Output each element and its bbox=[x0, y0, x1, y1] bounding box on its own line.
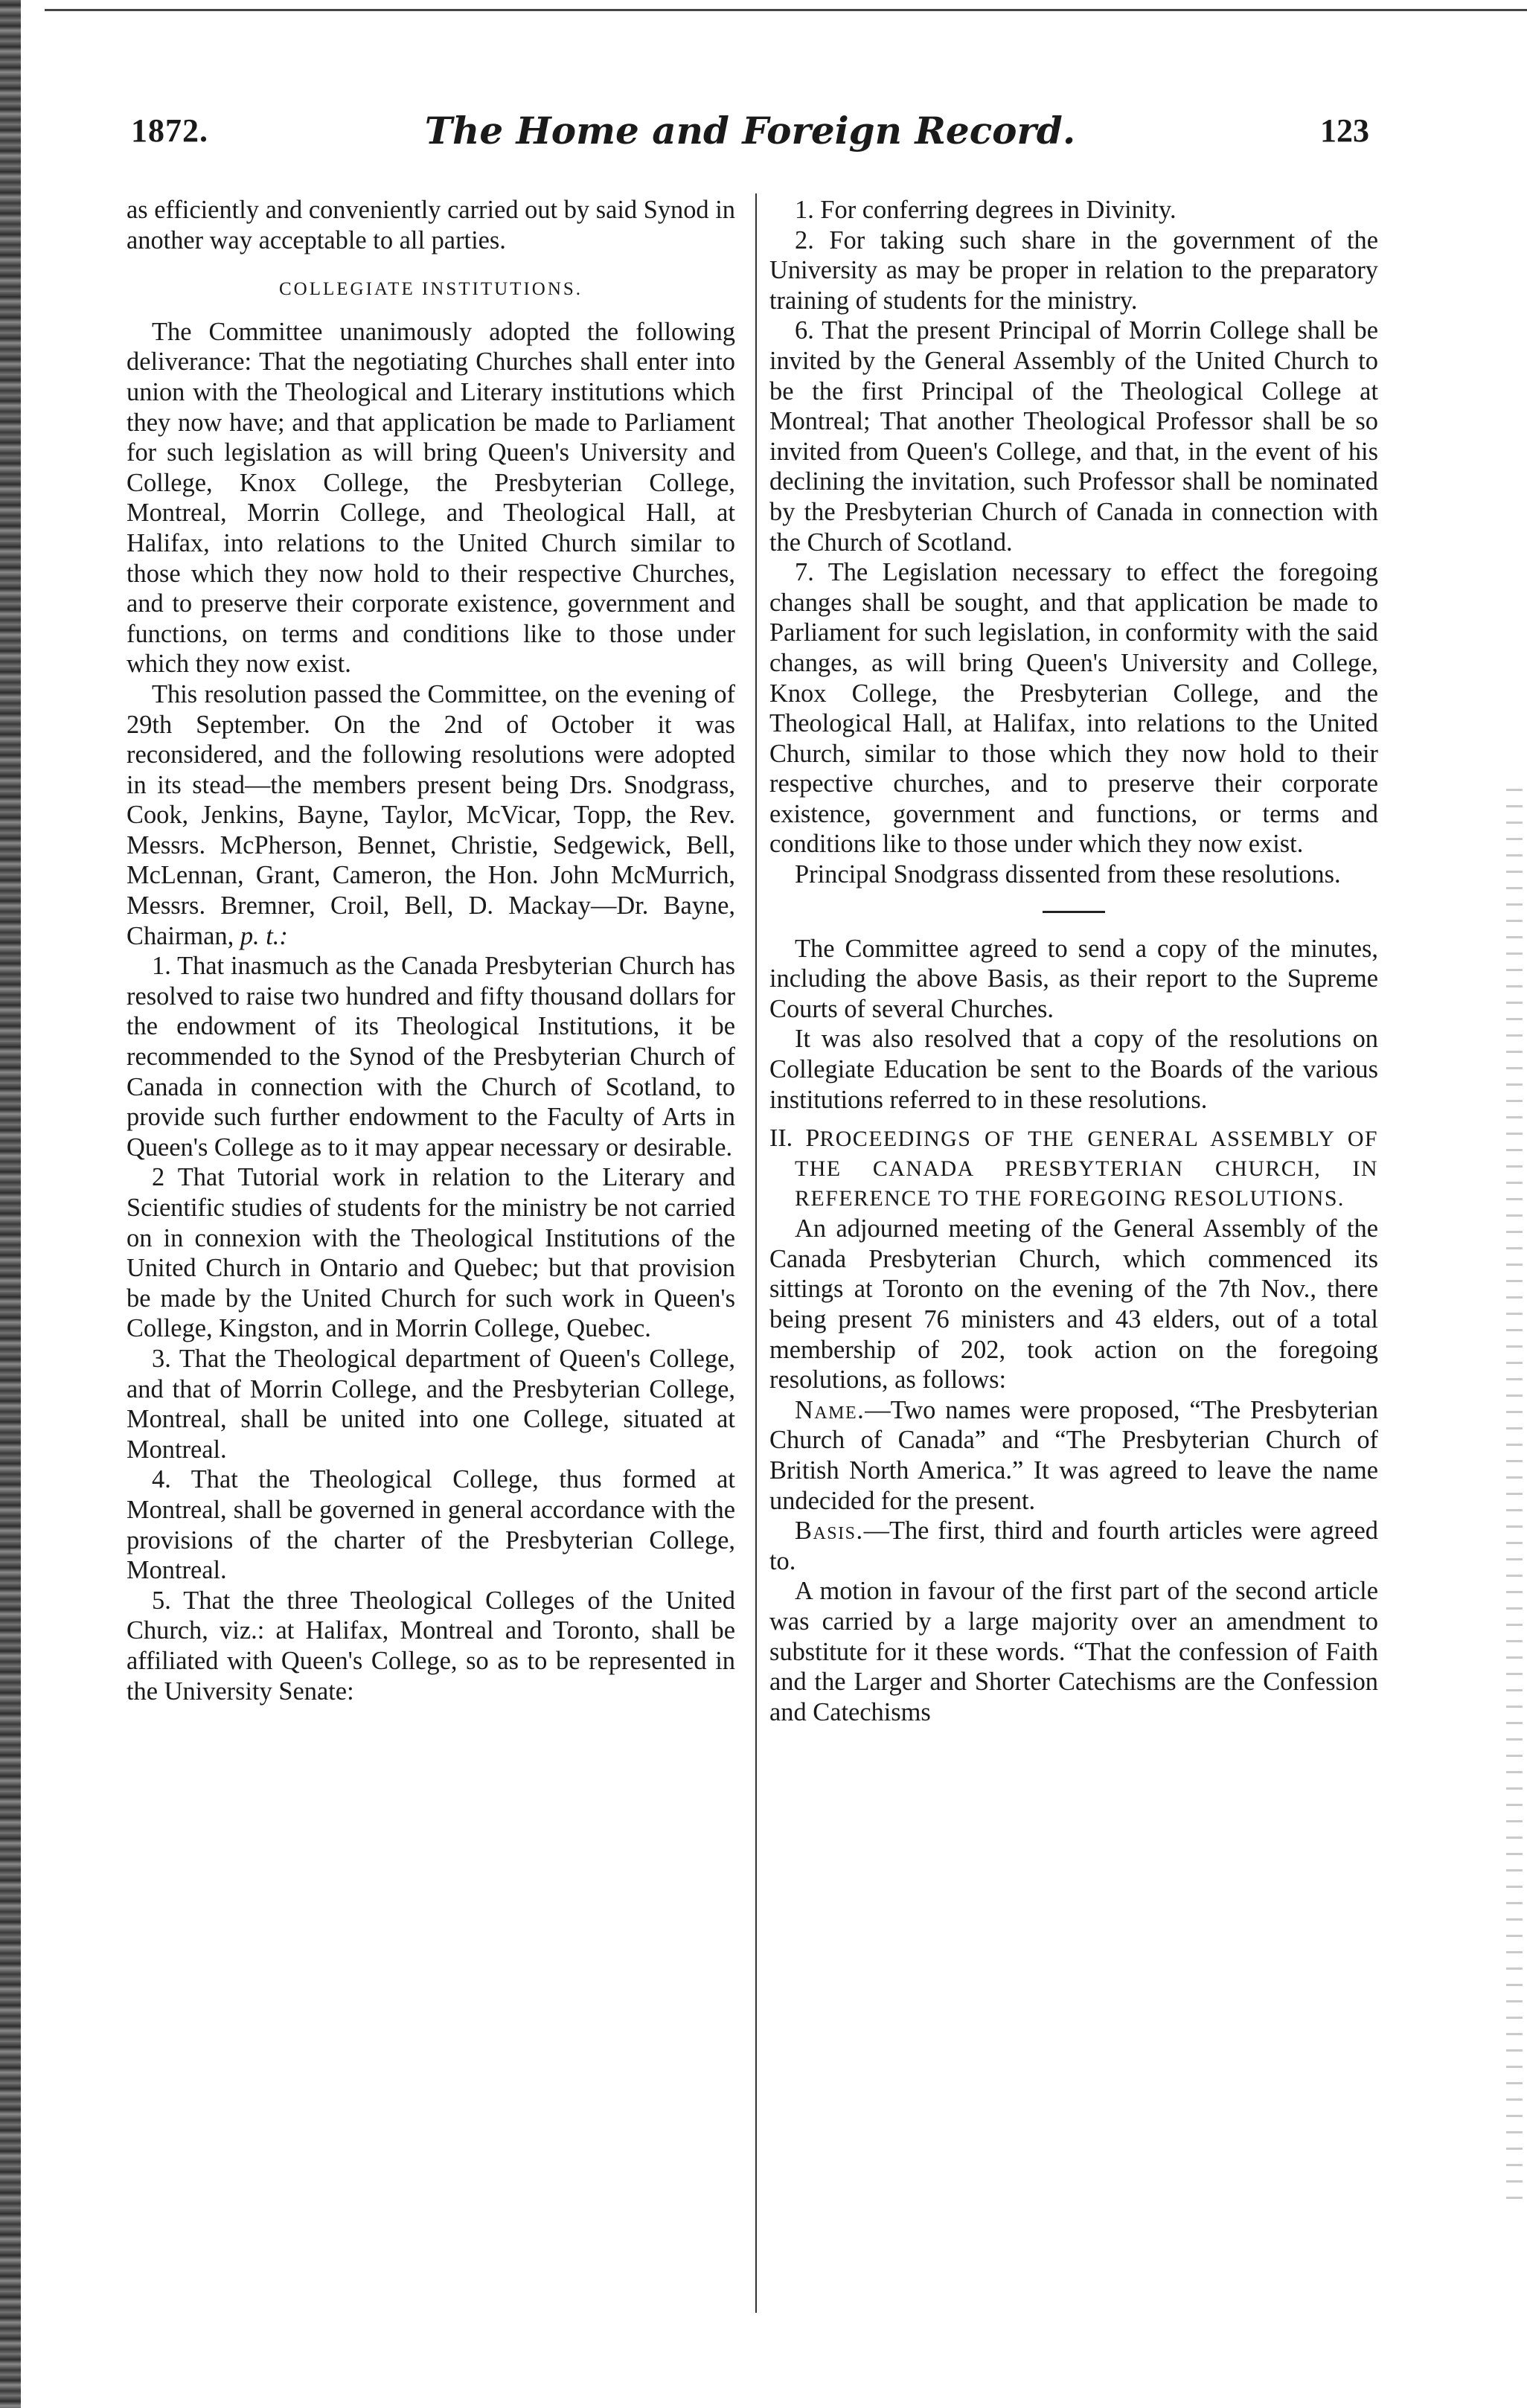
top-rule bbox=[45, 9, 1527, 11]
header-year: 1872. bbox=[131, 112, 208, 149]
resolution-item-3: 3. That the Theological department of Queen's College, and that of Morrin College, and the Presbyterian College, Montreal, shall be united into one College, situated at Montreal. bbox=[127, 1344, 735, 1464]
page-number: 123 bbox=[1320, 112, 1369, 149]
running-header bbox=[131, 109, 1369, 171]
paragraph-adjourned-meeting: An adjourned meeting of the General Assembly of the Canada Presbyterian Church, which commenced its sittings at Toronto on the evening of the 7th Nov., there being present 76 ministers and 43 elders, out of a total membership of 202, took action on the foregoing resolutions, as follows: bbox=[769, 1214, 1378, 1394]
resolution-text: This resolution passed the Committee, on the evening of 29th September. On the 2nd of October it was reconsidered, and the following resolutions were adopted in its stead—the members present being Drs. Snodgrass, Cook, Jenkins, Bayne, Taylor, McVicar, Topp, the Rev. Messrs. McPherson, Bennet, Christie, Sedgewick, Bell, McLennan, Grant, Cameron, the Hon. John McMurrich, Messrs. Bremner, Croil, Bell, D. Mackay—Dr. Bayne, Chairman, bbox=[127, 679, 735, 950]
paragraph-opening: as efficiently and conveniently carried out by said Synod in another way acceptable to all parties. bbox=[127, 196, 735, 254]
page-binding-edge bbox=[0, 0, 21, 2408]
paragraph-name bbox=[769, 1395, 1378, 1516]
resolution-item-7: 7. The Legislation necessary to effect the foregoing changes shall be sought, and that application be made to Parliament for such legislation, in conformity with the said changes, as will bring Queen's University and College, Knox College, the Presbyterian College, and the Theological Hall, at Halifax, into relations to the United Church, similar to those which they now hold to their respective churches, and to preserve their corporate existence, government and functions, or terms and conditions like to those under which they now exist. bbox=[769, 558, 1378, 859]
basis-text: —The first, third and fourth articles were agreed to. bbox=[769, 1517, 1378, 1575]
heading-text: ROCEEDINGS OF THE GENERAL ASSEMBLY OF THE CANADA PRESBYTERIAN CHURCH, IN REFERENCE TO THE FOREGOING RESOLUTIONS. bbox=[795, 1127, 1378, 1211]
resolution-item-4: 4. That the Theological College, thus formed at Montreal, shall be governed in general accordance with the provisions of the charter of the Presbyterian College, Montreal. bbox=[127, 1465, 735, 1585]
name-label: Name. bbox=[795, 1395, 865, 1424]
resolution-item-1: 1. That inasmuch as the Canada Presbyterian Church has resolved to raise two hundred and fifty thousand dollars for the endowment of its Theological Institutions, it be recommended to the Synod of the Presbyterian Church of Canada in connection with the Church of Scotland, to provide such further endowment to the Faculty of Arts in Queen's College as to it may appear necessary or desirable. bbox=[127, 952, 735, 1162]
basis-label: Basis. bbox=[795, 1517, 864, 1546]
resolution-tail: p. t.: bbox=[240, 921, 288, 950]
paragraph-also-resolved: It was also resolved that a copy of the resolutions on Collegiate Education be sent to the Boards of the various institutions referred to in these resolutions. bbox=[769, 1025, 1378, 1114]
paragraph-motion: A motion in favour of the first part of the second article was carried by a large majority over an amendment to substitute for it these words. “That the confession of Faith and the Larger and Shorter Catechisms are the Confession and Catechisms bbox=[769, 1577, 1378, 1726]
paragraph-basis bbox=[769, 1516, 1378, 1576]
paragraph-committee-deliverance: The Committee unanimously adopted the following deliverance: That the negotiating Churches shall enter into union with the Theological and Literary institutions which they now have; and that application be made to Parliament for such legislation as will bring Queen's University and College, Knox College, the Presbyterian College, Montreal, Morrin College, and Theological Hall, at Halifax, into relations to the United Church similar to those which they now hold to their respective Churches, and to preserve their corporate existence, government and functions, on terms and conditions like to those under which they now exist. bbox=[127, 317, 735, 679]
paragraph-resolution-passed bbox=[127, 679, 735, 951]
right-column bbox=[769, 195, 1378, 1727]
resolution-item-2: 2 That Tutorial work in relation to the Literary and Scientific studies of students for the ministry be not carried on in connexion with the Theological Institutions of the United Church in Ontario and Quebec; but that provision be made by the United Church for such work in Queen's College, Kingston, and in Morrin College, Quebec. bbox=[127, 1163, 735, 1343]
left-column bbox=[127, 195, 735, 1706]
column-divider bbox=[755, 193, 757, 2313]
sub-item-2: 2. For taking such share in the government of the University as may be proper in relation to the preparatory training of students for the ministry. bbox=[769, 225, 1378, 315]
resolution-item-5: 5. That the three Theological Colleges of the United Church, viz.: at Halifax, Montreal and Toronto, shall be affiliated with Queen's College, so as to be represented in the University Senate: bbox=[127, 1586, 735, 1706]
heading-number: II. P bbox=[769, 1124, 820, 1153]
section-title-collegiate: COLLEGIATE INSTITUTIONS. bbox=[278, 279, 583, 300]
paragraph-dissent: Principal Snodgrass dissented from these resolutions. bbox=[795, 860, 1341, 889]
journal-title: The Home and Foreign Record. bbox=[424, 109, 1076, 153]
paragraph-committee-agreed: The Committee agreed to send a copy of the minutes, including the above Basis, as their report to the Supreme Courts of several Churches. bbox=[769, 934, 1378, 1023]
page-right-edge-marks bbox=[1506, 789, 1523, 2203]
resolution-item-6: 6. That the present Principal of Morrin College shall be invited by the General Assembly of the United Church to be the first Principal of the Theological College at Montreal; That another Theological Professor shall be so invited from Queen's College, and that, in the event of his declining the invitation, such Professor shall be nominated by the Presbyterian Church of Canada in connection with the Church of Scotland. bbox=[769, 316, 1378, 557]
name-text: —Two names were proposed, “The Presbyterian Church of Canada” and “The Presbyterian Church of British North America.” It was agreed to leave the name undecided for the present. bbox=[769, 1395, 1378, 1515]
section-rule bbox=[1043, 911, 1105, 913]
section-heading-proceedings bbox=[769, 1124, 1378, 1214]
sub-item-1: 1. For conferring degrees in Divinity. bbox=[795, 196, 1177, 224]
